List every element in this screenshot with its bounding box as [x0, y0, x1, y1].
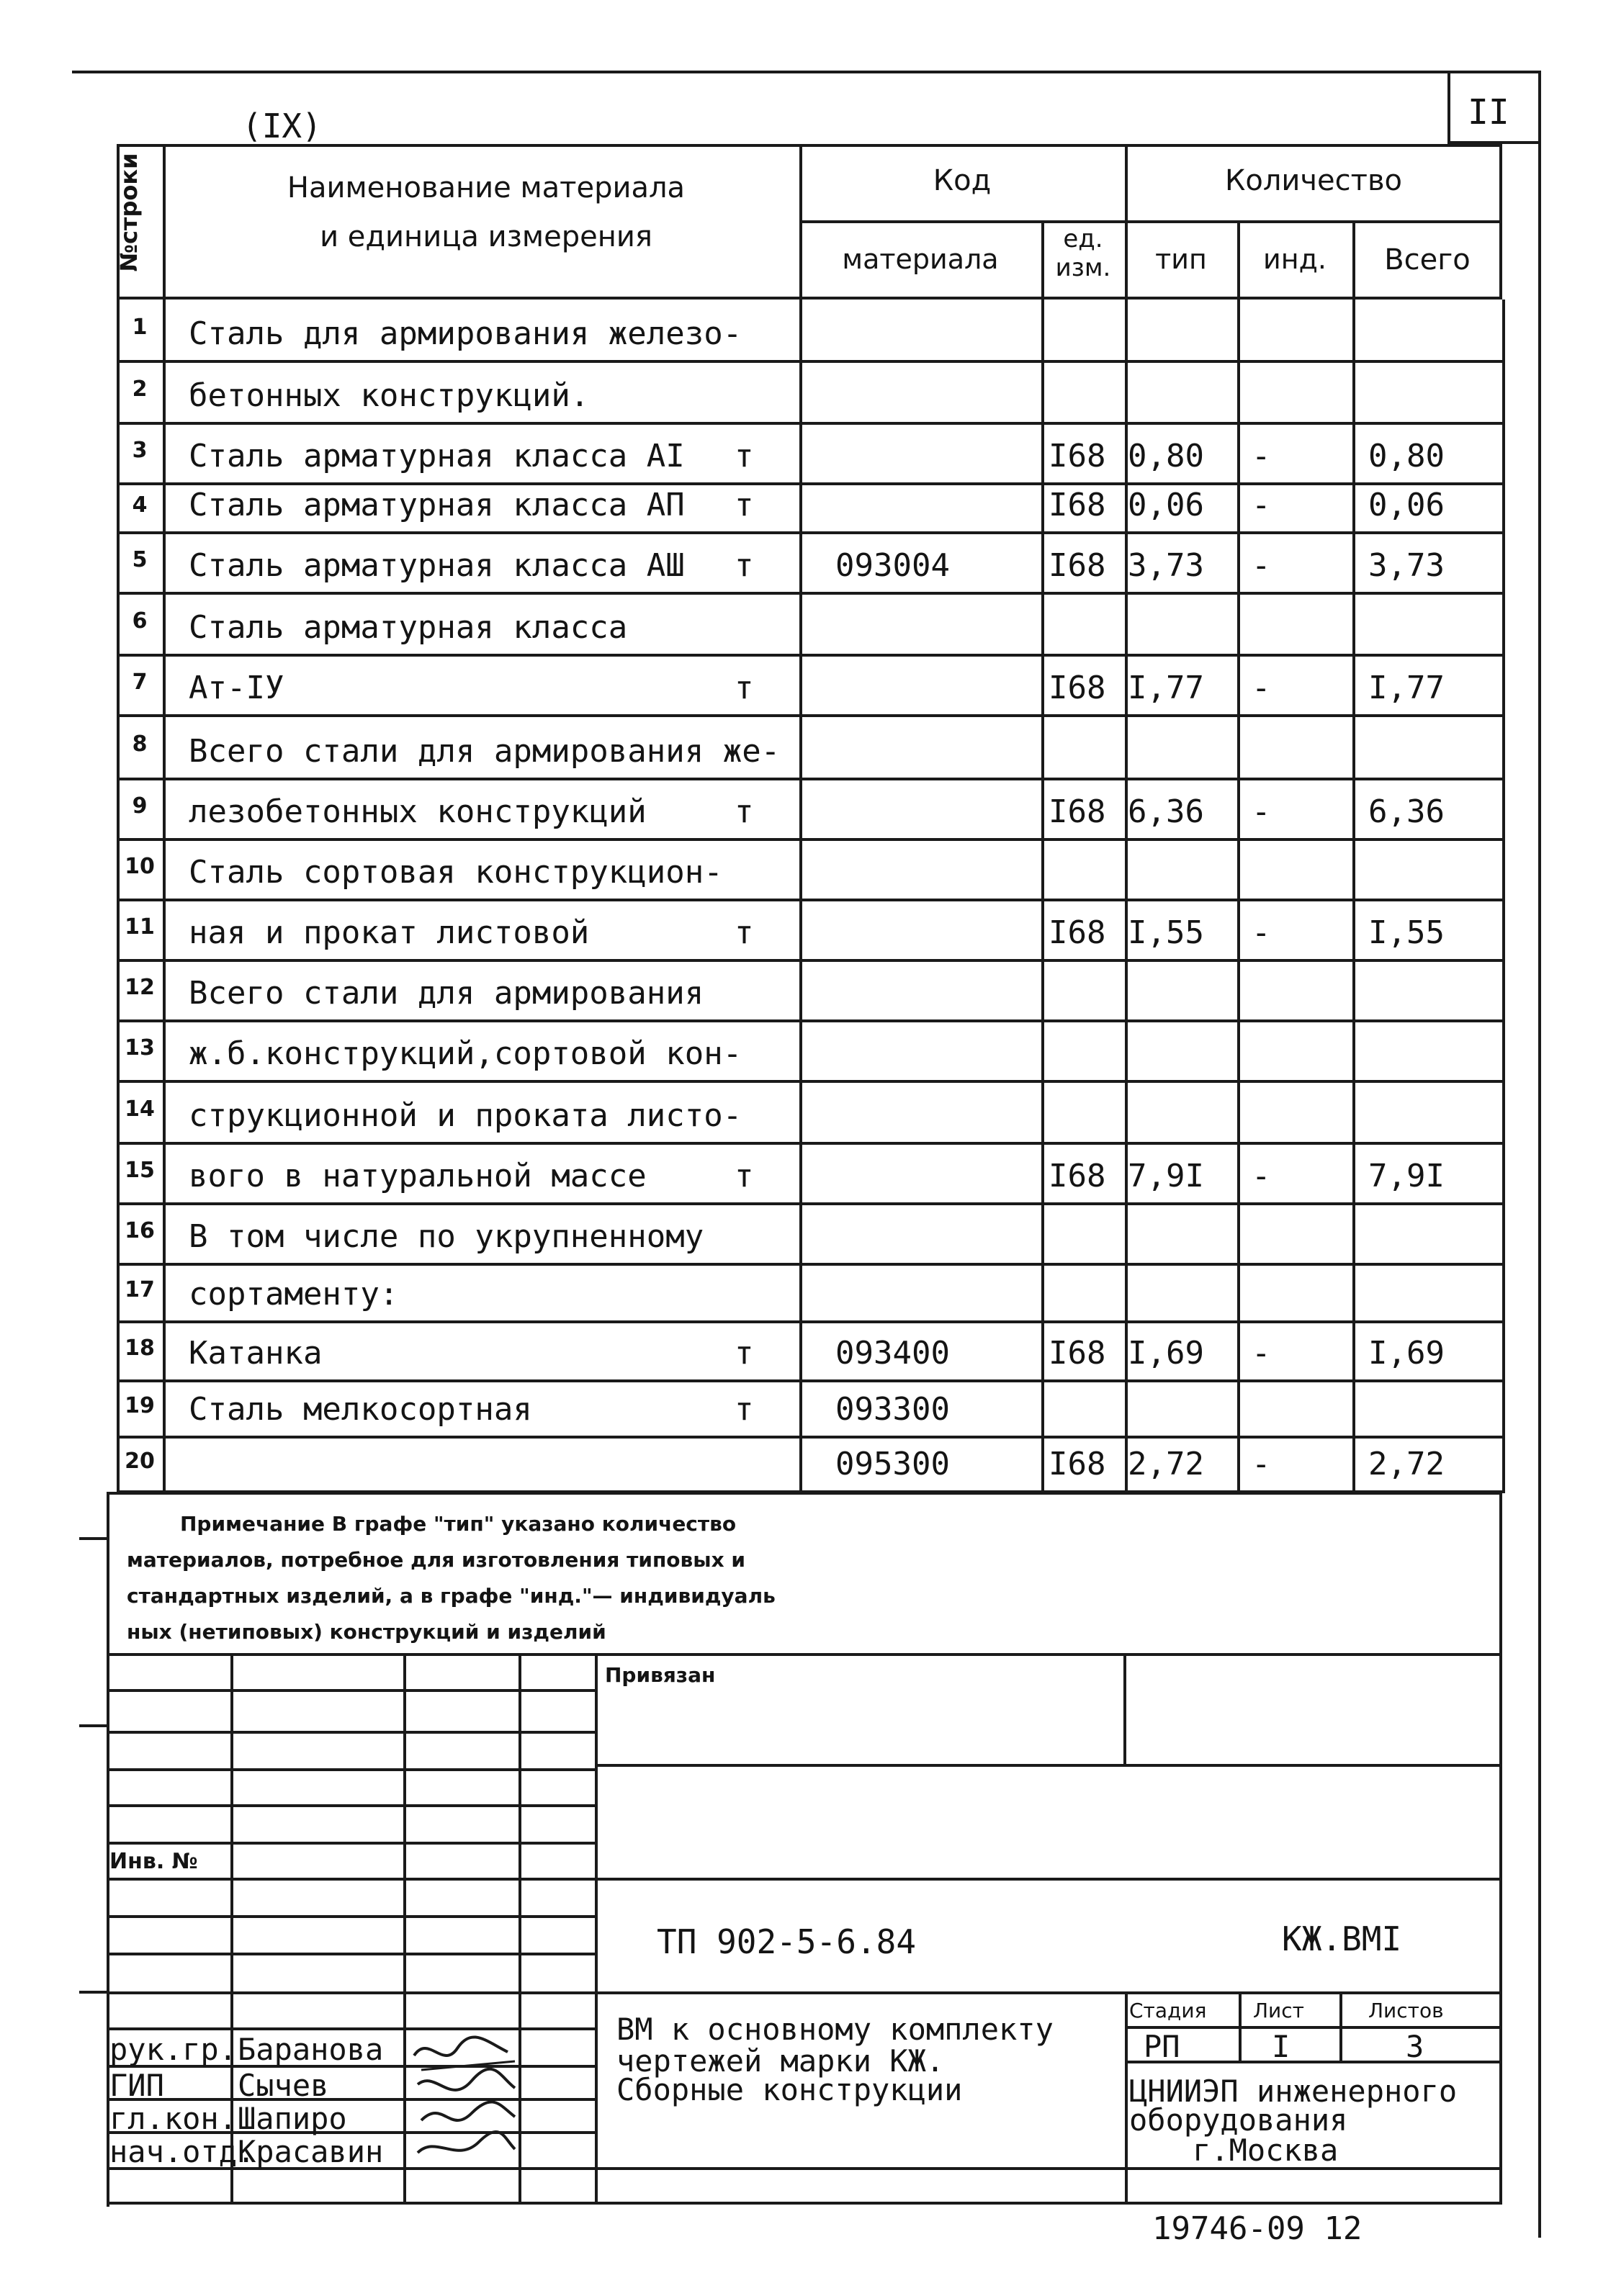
- row-unit: т: [735, 670, 754, 706]
- row-line: [117, 1142, 1505, 1145]
- row-number: 16: [125, 1218, 155, 1243]
- stamp-line-3: [107, 1731, 596, 1734]
- col-line-nm: [163, 300, 166, 1492]
- row-ind: -: [1252, 487, 1271, 523]
- row-line: [117, 482, 1505, 485]
- row-number: 9: [132, 793, 148, 819]
- note-line-1: Примечание В графе "тип" указано количество: [180, 1512, 737, 1536]
- stamp-project-code: ТП 902-5-6.84: [657, 1922, 917, 1961]
- hdr-div-1: [163, 144, 166, 300]
- stamp-line-4: [596, 1764, 1502, 1767]
- row-number: 4: [132, 492, 148, 518]
- stamp-inv-no: Инв. №: [109, 1849, 198, 1874]
- row-line: [117, 899, 1505, 901]
- row-line: [117, 1320, 1505, 1323]
- stamp-stage-label: Стадия: [1129, 1999, 1207, 2022]
- row-code: 093400: [835, 1335, 950, 1372]
- row-unit-code: I68: [1049, 1446, 1106, 1482]
- header-name-line2: и единица измерения: [320, 220, 652, 253]
- row-tip: 2,72: [1128, 1446, 1204, 1482]
- row-line: [117, 959, 1505, 962]
- row-line: [117, 531, 1505, 534]
- row-ind: -: [1252, 1446, 1271, 1482]
- col-line-ind: [1237, 300, 1240, 1492]
- col-line-ed: [1041, 300, 1044, 1492]
- stamp-vline-5: [1123, 1653, 1126, 1765]
- stamp-line-9: [107, 1915, 596, 1918]
- row-ind: -: [1252, 547, 1271, 584]
- stamp-sheets-label: Листов: [1368, 1999, 1444, 2022]
- row-code: 095300: [835, 1446, 950, 1482]
- row-line: [117, 592, 1505, 595]
- row-ind: -: [1252, 438, 1271, 474]
- row-number: 1: [132, 315, 148, 340]
- row-number: 2: [132, 377, 148, 402]
- stamp-stage-line-2: [1125, 2061, 1502, 2063]
- row-name: Всего стали для армирования: [189, 975, 704, 1012]
- header-quantity: Количество: [1224, 164, 1402, 197]
- stamp-name-3: Шапиро: [238, 2101, 347, 2136]
- row-ind: -: [1252, 670, 1271, 706]
- stamp-bottom-line: [107, 2202, 1502, 2205]
- stamp-line-5: [107, 1768, 596, 1771]
- col-line-rn: [117, 300, 120, 1492]
- row-unit-code: I68: [1049, 914, 1106, 951]
- stamp-role-2: ГИП: [109, 2068, 164, 2103]
- row-number: 13: [125, 1035, 155, 1061]
- stamp-title-2: чертежей марки КЖ.: [616, 2043, 945, 2079]
- row-number: 14: [125, 1097, 155, 1122]
- row-line: [117, 1019, 1505, 1022]
- row-number: 6: [132, 608, 148, 634]
- footer-number: 19746-09 12: [1152, 2210, 1363, 2247]
- row-code: 093004: [835, 547, 950, 584]
- row-ind: -: [1252, 1335, 1271, 1372]
- row-name: В том числе по укрупненному: [189, 1218, 704, 1255]
- row-number: 17: [125, 1277, 155, 1302]
- row-tip: 3,73: [1128, 547, 1204, 584]
- stamp-vline-2: [403, 1653, 406, 2205]
- row-number: 3: [132, 438, 148, 463]
- sheet-number: II: [1468, 92, 1509, 132]
- row-line: [117, 654, 1505, 657]
- col-line-tp: [1125, 300, 1128, 1492]
- row-name: Ат-IУ: [189, 670, 284, 706]
- row-total: I,77: [1368, 670, 1445, 706]
- row-number: 10: [125, 854, 155, 879]
- row-unit: т: [735, 487, 754, 523]
- row-line: [117, 1263, 1505, 1266]
- row-name: Катанка: [189, 1335, 323, 1372]
- row-name: ная и прокат листовой: [189, 914, 590, 951]
- header-name-line1: Наименование материала: [287, 171, 686, 204]
- row-name: Сталь арматурная класса АШ: [189, 547, 685, 584]
- row-line: [117, 1080, 1505, 1083]
- stamp-stage-line-1: [1125, 2026, 1502, 2029]
- row-line: [117, 1379, 1505, 1382]
- stamp-mark: КЖ.ВМI: [1282, 1919, 1402, 1958]
- stamp-org-2: оборудования: [1129, 2102, 1348, 2138]
- row-line: [117, 422, 1505, 425]
- row-tip: 7,9I: [1128, 1158, 1204, 1194]
- row-name: бетонных конструкций.: [189, 377, 590, 414]
- row-ind: -: [1252, 914, 1271, 951]
- row-tip: 6,36: [1128, 793, 1204, 830]
- row-tip: I,77: [1128, 670, 1204, 706]
- row-number: 8: [132, 731, 148, 757]
- stamp-role-1: рук.гр.: [109, 2032, 238, 2067]
- row-total: 3,73: [1368, 547, 1445, 584]
- row-unit: т: [735, 438, 754, 474]
- stamp-title-1: ВМ к основному комплекту: [616, 2012, 1054, 2047]
- note-top-line: [107, 1492, 1502, 1495]
- stamp-line-10: [107, 1953, 596, 1955]
- row-total: 2,72: [1368, 1446, 1445, 1482]
- row-unit: т: [735, 914, 754, 951]
- row-name: Сталь арматурная класса АП: [189, 487, 685, 523]
- row-total: I,69: [1368, 1335, 1445, 1372]
- row-number: 11: [125, 914, 155, 940]
- row-number: 18: [125, 1336, 155, 1361]
- col-line-cd: [799, 300, 802, 1492]
- row-name: Сталь сортовая конструкцион-: [189, 854, 723, 891]
- header-material: материала: [842, 243, 999, 275]
- row-name: Сталь арматурная класса АI: [189, 438, 685, 474]
- frame-right-line: [1538, 71, 1541, 2238]
- row-unit: т: [735, 793, 754, 830]
- row-ind: -: [1252, 793, 1271, 830]
- stamp-line-6: [107, 1804, 596, 1807]
- row-unit-code: I68: [1049, 487, 1106, 523]
- row-name: ж.б.конструкций,сортовой кон-: [189, 1035, 742, 1072]
- stamp-title-3: Сборные конструкции: [616, 2072, 963, 2107]
- row-name: сортаменту:: [189, 1276, 399, 1313]
- hdr-mid-line: [799, 220, 1502, 223]
- stamp-name-1: Баранова: [238, 2032, 384, 2067]
- stamp-sheet-label: Лист: [1253, 1999, 1304, 2022]
- row-total: 6,36: [1368, 793, 1445, 830]
- header-ind: инд.: [1263, 243, 1327, 275]
- stamp-stage: РП: [1144, 2029, 1180, 2064]
- row-unit-code: I68: [1049, 670, 1106, 706]
- row-line: [117, 838, 1505, 841]
- col-line-vs: [1352, 300, 1355, 1492]
- row-name: лезобетонных конструкций: [189, 793, 647, 830]
- header-unit-2: изм.: [1055, 253, 1111, 282]
- note-line-2: материалов, потребное для изготовления типовых и: [127, 1548, 745, 1572]
- stamp-role-4: нач.отд.: [109, 2134, 256, 2169]
- row-total: 7,9I: [1368, 1158, 1445, 1194]
- row-unit: т: [735, 1335, 754, 1372]
- stamp-line-1: [107, 1653, 1502, 1656]
- stamp-org-1: ЦНИИЭП инженерного: [1129, 2074, 1458, 2109]
- row-number: 5: [132, 547, 148, 572]
- row-line: [117, 1436, 1505, 1439]
- signature-scribbles-icon: [407, 2027, 522, 2171]
- row-code: 093300: [835, 1391, 950, 1428]
- stamp-name-4: Красавин: [238, 2134, 384, 2169]
- row-line: [117, 778, 1505, 780]
- row-number: 12: [125, 975, 155, 1000]
- row-number: 19: [125, 1393, 155, 1418]
- row-tip: 0,80: [1128, 438, 1204, 474]
- stamp-privyazan: Привязан: [605, 1663, 716, 1687]
- row-unit-code: I68: [1049, 1158, 1106, 1194]
- row-name: вого в натуральной массе: [189, 1158, 647, 1194]
- row-unit: т: [735, 1391, 754, 1428]
- row-number: 15: [125, 1158, 155, 1183]
- row-total: I,55: [1368, 914, 1445, 951]
- row-unit: т: [735, 547, 754, 584]
- stamp-vline-8: [1339, 1991, 1342, 2062]
- row-tip: I,55: [1128, 914, 1204, 951]
- stamp-line-2: [107, 1689, 596, 1692]
- header-code: Код: [933, 164, 992, 197]
- stamp-vline-6: [1125, 1991, 1128, 2203]
- stamp-vline-7: [1239, 1991, 1242, 2062]
- stamp-org-3: г.Москва: [1193, 2133, 1339, 2168]
- row-name: Сталь мелкосортная: [189, 1391, 532, 1428]
- header-total: Всего: [1384, 243, 1471, 276]
- header-unit-1: ед.: [1063, 225, 1103, 253]
- row-line: [117, 1202, 1505, 1205]
- stamp-line-8: [107, 1878, 1502, 1881]
- margin-tick-2: [79, 1724, 108, 1727]
- header-tip: тип: [1155, 243, 1207, 275]
- header-row-no: №строки: [115, 153, 143, 272]
- row-name: Всего стали для армирования же-: [189, 733, 781, 770]
- stamp-sheets: 3: [1406, 2029, 1424, 2064]
- sheet-box-left: [1447, 71, 1450, 143]
- stamp-right-line: [1499, 1492, 1502, 2205]
- frame-top-line: [72, 71, 1541, 73]
- row-unit-code: I68: [1049, 793, 1106, 830]
- stamp-role-3: гл.кон.: [109, 2101, 238, 2136]
- row-unit: т: [735, 1158, 754, 1194]
- row-name: Сталь арматурная класса: [189, 609, 628, 646]
- stamp-vline-4: [595, 1653, 598, 2205]
- row-number: 7: [132, 670, 148, 695]
- row-tip: I,69: [1128, 1335, 1204, 1372]
- stamp-line-12: [107, 2027, 596, 2030]
- row-ind: -: [1252, 1158, 1271, 1194]
- note-line-3: стандартных изделий, а в графе "инд."— индивидуаль: [127, 1584, 776, 1608]
- row-tip: 0,06: [1128, 487, 1204, 523]
- stamp-line-7: [107, 1842, 596, 1845]
- row-name: струкционной и проката листо-: [189, 1097, 742, 1134]
- row-total: 0,80: [1368, 438, 1445, 474]
- row-name: Сталь для армирования железо-: [189, 315, 742, 352]
- page-label: (IX): [242, 107, 322, 145]
- stamp-name-2: Сычев: [238, 2068, 329, 2103]
- row-number: 20: [125, 1449, 155, 1474]
- row-line: [117, 714, 1505, 717]
- row-unit-code: I68: [1049, 1335, 1106, 1372]
- margin-tick-1: [79, 1537, 108, 1540]
- row-unit-code: I68: [1049, 547, 1106, 584]
- col-line-end: [1502, 300, 1505, 1492]
- row-unit-code: I68: [1049, 438, 1106, 474]
- stamp-line-11: [107, 1991, 1502, 1994]
- row-total: 0,06: [1368, 487, 1445, 523]
- row-line: [117, 360, 1505, 363]
- stamp-sheet: I: [1272, 2029, 1290, 2064]
- margin-tick-3: [79, 1991, 108, 1994]
- note-line-4: ных (нетиповых) конструкций и изделий: [127, 1620, 606, 1644]
